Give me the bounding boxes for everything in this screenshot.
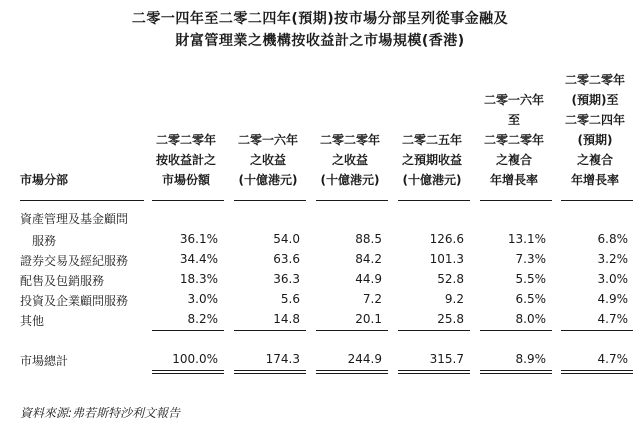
total-double-rule	[316, 373, 388, 374]
table-cell: 6.5%	[515, 292, 546, 306]
row-label-asset-management: 資產管理及基金顧問	[20, 212, 129, 226]
total-double-rule	[152, 370, 224, 371]
table-cell: 126.6	[429, 232, 464, 246]
table-cell: 18.3%	[179, 272, 218, 286]
table-title-line-1: 二零一四年至二零二四年(預期)按市場分部呈列從事金融及	[131, 11, 509, 27]
table-cell: 3.0%	[597, 272, 628, 286]
table-cell: 44.9	[355, 272, 382, 286]
total-cell: 244.9	[347, 352, 382, 366]
total-double-rule	[234, 370, 306, 371]
table-cell: 14.8	[273, 312, 300, 326]
total-double-rule	[316, 370, 388, 371]
table-cell: 84.2	[355, 252, 382, 266]
header-rule	[152, 200, 224, 201]
total-rule	[316, 330, 388, 331]
total-rule	[152, 330, 224, 331]
header-revenue-2025: 二零二五年 之預期收益 (十億港元)	[401, 133, 462, 187]
total-rule	[234, 330, 306, 331]
total-cell: 4.7%	[597, 352, 628, 366]
table-cell: 88.5	[355, 232, 382, 246]
table-cell: 7.3%	[515, 252, 546, 266]
table-cell: 36.3	[273, 272, 300, 286]
header-revenue-2016: 二零一六年 之收益 (十億港元)	[237, 133, 298, 187]
table-cell: 7.2	[362, 292, 382, 306]
header-cagr-2016-2020: 二零一六年 至 二零二零年 之複合 年增長率	[483, 93, 544, 187]
total-rule	[398, 330, 470, 331]
header-rule	[20, 200, 144, 201]
row-label-investment-corporate-advisory: 投資及企業顧問服務	[20, 294, 129, 308]
table-cell: 36.1%	[179, 232, 218, 246]
table-cell: 5.6	[280, 292, 300, 306]
table-cell: 4.7%	[597, 312, 628, 326]
table-cell: 13.1%	[507, 232, 546, 246]
table-cell: 20.1	[355, 312, 382, 326]
header-market-share-2020: 二零二零年 按收益計之 市場份額	[155, 133, 216, 187]
header-segment: 市場分部	[20, 173, 69, 187]
table-cell: 3.0%	[187, 292, 218, 306]
total-cell: 100.0%	[172, 352, 218, 366]
total-rule	[561, 330, 633, 331]
table-cell: 8.0%	[515, 312, 546, 326]
table-cell: 4.9%	[597, 292, 628, 306]
header-revenue-2020: 二零二零年 之收益 (十億港元)	[319, 133, 380, 187]
row-label-others: 其他	[20, 314, 45, 328]
total-double-rule	[234, 373, 306, 374]
table-cell: 3.2%	[597, 252, 628, 266]
row-label-placing-underwriting: 配售及包銷服務	[20, 274, 105, 288]
source-note: 資料來源:弗若斯特沙利文報告	[20, 406, 181, 420]
header-rule	[316, 200, 388, 201]
table-cell: 9.2	[444, 292, 464, 306]
header-rule	[234, 200, 306, 201]
total-cell: 174.3	[265, 352, 300, 366]
header-rule	[398, 200, 470, 201]
row-label-securities-trading: 證券交易及經紀服務	[20, 254, 129, 268]
row-label-asset-management-cont: 服務	[32, 234, 57, 248]
header-cagr-2020-2024: 二零二零年 (預期)至 二零二四年 (預期) 之複合 年增長率	[564, 73, 625, 187]
table-cell: 8.2%	[187, 312, 218, 326]
total-double-rule	[561, 370, 633, 371]
table-cell: 54.0	[273, 232, 300, 246]
total-double-rule	[152, 373, 224, 374]
total-cell: 8.9%	[515, 352, 546, 366]
table-title-line-2: 財富管理業之機構按收益計之市場規模(香港)	[175, 33, 465, 49]
total-rule	[480, 330, 552, 331]
header-rule	[561, 200, 633, 201]
total-double-rule	[398, 370, 470, 371]
table-cell: 52.8	[437, 272, 464, 286]
total-cell: 315.7	[429, 352, 464, 366]
table-cell: 34.4%	[179, 252, 218, 266]
total-double-rule	[398, 373, 470, 374]
table-cell: 5.5%	[515, 272, 546, 286]
table-cell: 101.3	[429, 252, 464, 266]
header-rule	[480, 200, 552, 201]
total-double-rule	[480, 370, 552, 371]
total-double-rule	[480, 373, 552, 374]
total-row-label: 市場總計	[20, 354, 69, 368]
table-cell: 63.6	[273, 252, 300, 266]
total-double-rule	[561, 373, 633, 374]
table-cell: 6.8%	[597, 232, 628, 246]
table-cell: 25.8	[437, 312, 464, 326]
